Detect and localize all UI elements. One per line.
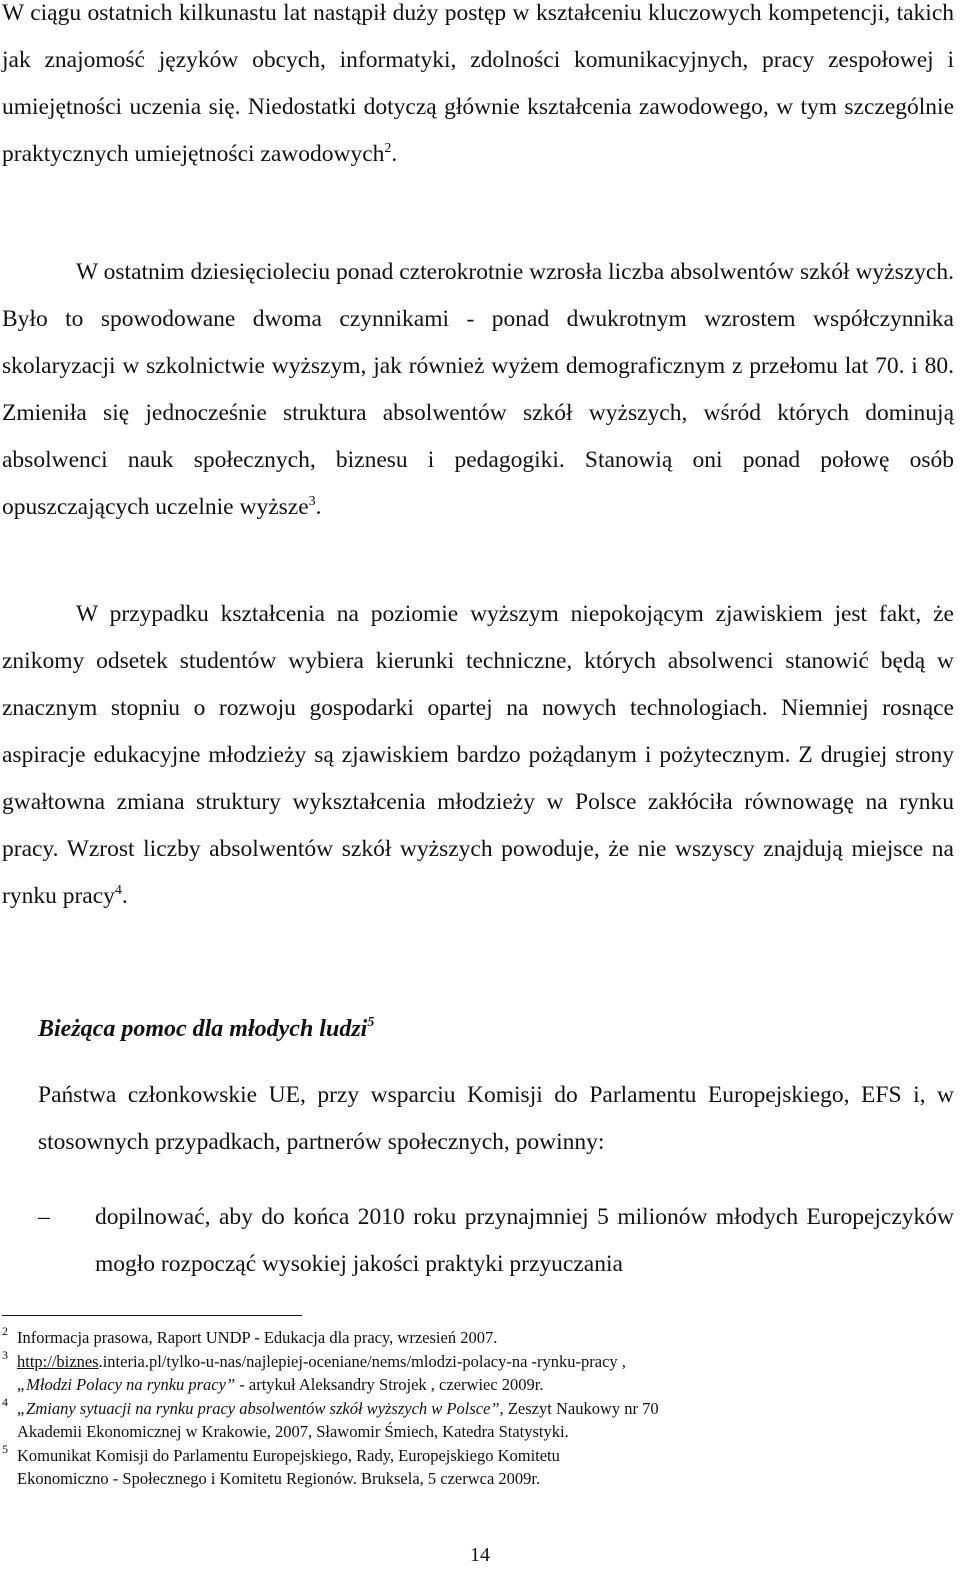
paragraph-graduates-growth [2,249,954,531]
paragraph-higher-education [2,591,954,920]
footnote-text: Ekonomiczno - Społecznego i Komitetu Regionów. Bruksela, 5 czerwca 2009r. [17,1469,541,1488]
footnote-3 [2,1347,902,1397]
footnotes [2,1326,902,1491]
footnote-title: „Zmiany sytuacji na rynku pracy absolwentów szkół wyższych w Polsce”, [17,1398,504,1418]
footnote-title: „Młodzi Polacy na rynku pracy” [17,1375,236,1394]
footnote-text: Akademii Ekonomicznej w Krakowie, 2007, Sławomir Śmiech, Katedra Statystyki. [17,1422,569,1441]
footnote-text: - artykuł Aleksandry Strojek , czerwiec 2009r. [235,1375,544,1394]
section-intro-paragraph: Państwa członkowskie UE, przy wsparciu Komisji do Parlamentu Europejskiego, EFS i, w stosownych przypadkach, partnerów społecznych, powinny: [38,1082,954,1155]
paragraph-end: . [391,141,398,167]
footnote-url-rest: .interia.pl/tylko-u-nas/najlepiej-oceniane/nems/mlodzi-polacy-na -rynku-pracy , [98,1351,626,1371]
section-heading-text: Bieżąca pomoc dla młodych ludzi [38,1016,368,1042]
footnote-text: Zeszyt Naukowy nr 70 [503,1398,659,1418]
footnote-5 [2,1441,902,1491]
footnote-ref-5[interactable]: 5 [367,1015,375,1030]
paragraph-key-competences [2,0,954,178]
paragraph-text: W ciągu ostatnich kilkunastu lat nastąpił duży postęp w kształceniu kluczowych kompetencji, takich jak znajomość języków obcych, informatyki, zdolności komunikacyjnych, pracy zespołowej i umiejętności uczenia się. Niedostatki dotyczą głównie kształcenia zawodowego, w tym szczególnie praktycznych umiejętności zawodowych [2,0,954,167]
paragraph-end: . [121,883,128,909]
list-item: dopilnować, aby do końca 2010 roku przynajmniej 5 milionów młodych Europejczyków mogło rozpocząć wysokiej jakości praktyki przyuczania [95,1204,954,1277]
paragraph-text: W ostatnim dziesięcioleciu ponad czterokrotnie wzrosła liczba absolwentów szkół wyższych. Było to spowodowane dwoma czynnikami - ponad dwukrotnym wzrostem współczynnika skolaryzacji w szkolnictwie wyższym, jak również wyżem demograficznym z przełomu lat 70. i 80. Zmieniła się jednocześnie struktura absolwentów szkół wyższych, wśród których dominują absolwenci nauk społecznych, biznesu i pedagogiki. Stanowią oni ponad połowę osób opuszczających uczelnie wyższe [2,259,954,520]
footnote-number: 4 [2,1394,8,1409]
footnote-separator [2,1315,302,1316]
page-number: 14 [470,1544,490,1566]
footnote-ref-3[interactable]: 3 [308,494,316,509]
footnote-4 [2,1394,902,1444]
paragraph-text: W przypadku kształcenia na poziomie wyższym niepokojącym zjawiskiem jest fakt, że znikomy odsetek studentów wybiera kierunki techniczne, których absolwenci stanowić będą w znacznym stopniu o rozwoju gospodarki opartej na nowych technologiach. Niemniej rosnące aspiracje edukacyjne młodzieży są zjawiskiem bardzo pożądanym i pożytecznym. Z drugiej strony gwałtowna zmiana struktury wykształcenia młodzieży w Polsce zakłóciła równowagę na rynku pracy. Wzrost liczby absolwentów szkół wyższych powoduje, że nie wszyscy znajdują miejsce na rynku pracy [2,601,954,909]
footnote-source-line [17,1350,902,1374]
footnote-article-line [17,1373,902,1397]
footnote-ref-2[interactable]: 2 [384,141,392,156]
list-dash-marker: – [38,1204,50,1230]
footnote-number: 2 [2,1324,8,1338]
footnote-text: Informacja prasowa, Raport UNDP - Edukacja dla pracy, wrzesień 2007. [17,1328,498,1347]
paragraph-end: . [315,494,322,520]
footnote-text: Komunikat Komisji do Parlamentu Europejskiego, Rady, Europejskiego Komitetu [17,1445,560,1465]
footnote-ref-4[interactable]: 4 [114,883,122,898]
footnote-2 [2,1326,902,1350]
footnote-number: 3 [2,1347,8,1362]
footnote-link[interactable]: http://biznes [17,1351,99,1371]
footnote-number: 5 [2,1441,8,1456]
footnote-title-line [17,1397,902,1421]
section-heading [38,1016,374,1043]
